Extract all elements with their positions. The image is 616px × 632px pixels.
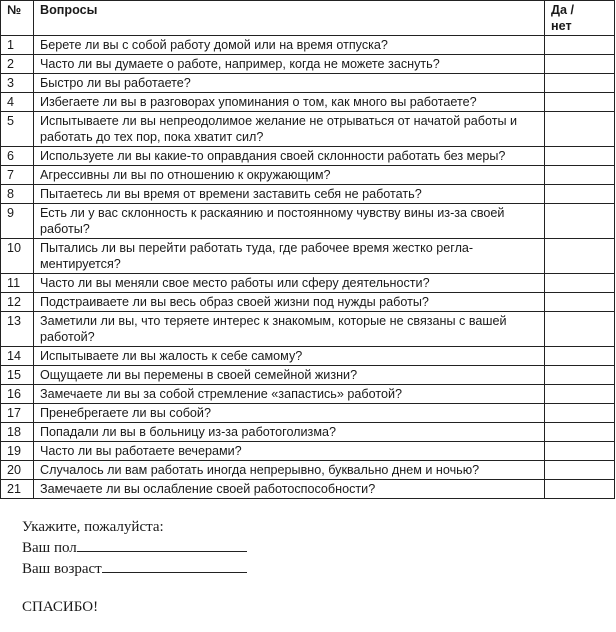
row-number: 2 <box>1 55 34 74</box>
table-row <box>1 347 615 366</box>
row-answer-cell[interactable] <box>545 74 615 93</box>
footer <box>22 517 616 617</box>
row-number: 15 <box>1 366 34 385</box>
table-row <box>1 204 615 239</box>
row-question: Ощущаете ли вы перемены в своей семейной жизни? <box>34 366 545 385</box>
header-question: Вопросы <box>34 1 545 36</box>
row-number: 18 <box>1 423 34 442</box>
row-answer-cell[interactable] <box>545 112 615 147</box>
row-question: Случалось ли вам работать иногда непрерывно, буквально днем и ночью? <box>34 461 545 480</box>
row-number: 10 <box>1 239 34 274</box>
table-row <box>1 461 615 480</box>
row-question: Испытываете ли вы жалость к себе самому? <box>34 347 545 366</box>
row-number: 6 <box>1 147 34 166</box>
age-label: Ваш возраст <box>22 561 102 577</box>
row-question: Используете ли вы какие-то оправдания своей склонности работать без меры? <box>34 147 545 166</box>
row-question: Пренебрегаете ли вы собой? <box>34 404 545 423</box>
row-question: Замечаете ли вы ослабление своей работоспособности? <box>34 480 545 499</box>
row-answer-cell[interactable] <box>545 36 615 55</box>
row-answer-cell[interactable] <box>545 55 615 74</box>
header-row <box>1 1 615 36</box>
table-row <box>1 147 615 166</box>
table-row <box>1 55 615 74</box>
row-question: Берете ли вы с собой работу домой или на время отпуска? <box>34 36 545 55</box>
row-number: 17 <box>1 404 34 423</box>
gender-label: Ваш пол <box>22 540 77 556</box>
row-question: Агрессивны ли вы по отношению к окружающим? <box>34 166 545 185</box>
row-number: 1 <box>1 36 34 55</box>
row-question: Пытаетесь ли вы время от времени заставить себя не работать? <box>34 185 545 204</box>
header-num: № <box>1 1 34 36</box>
table-row <box>1 36 615 55</box>
row-number: 12 <box>1 293 34 312</box>
table-row <box>1 293 615 312</box>
row-number: 7 <box>1 166 34 185</box>
table-row <box>1 312 615 347</box>
age-field[interactable] <box>22 558 616 579</box>
row-number: 4 <box>1 93 34 112</box>
row-number: 11 <box>1 274 34 293</box>
row-question: Быстро ли вы работаете? <box>34 74 545 93</box>
row-number: 20 <box>1 461 34 480</box>
row-answer-cell[interactable] <box>545 204 615 239</box>
row-number: 21 <box>1 480 34 499</box>
row-answer-cell[interactable] <box>545 293 615 312</box>
row-question: Часто ли вы меняли свое место работы или сферу деятельности? <box>34 274 545 293</box>
row-answer-cell[interactable] <box>545 93 615 112</box>
table-row <box>1 385 615 404</box>
gender-input-line[interactable] <box>77 537 247 552</box>
row-number: 16 <box>1 385 34 404</box>
table-row <box>1 185 615 204</box>
table-row <box>1 404 615 423</box>
table-row <box>1 239 615 274</box>
row-answer-cell[interactable] <box>545 312 615 347</box>
gender-field[interactable] <box>22 537 616 558</box>
row-number: 3 <box>1 74 34 93</box>
row-number: 8 <box>1 185 34 204</box>
row-question: Часто ли вы работаете вечерами? <box>34 442 545 461</box>
row-answer-cell[interactable] <box>545 166 615 185</box>
row-question: Есть ли у вас склонность к раскаянию и постоянному чувству вины из-за своей работы? <box>34 204 545 239</box>
row-answer-cell[interactable] <box>545 480 615 499</box>
table-row <box>1 112 615 147</box>
row-answer-cell[interactable] <box>545 239 615 274</box>
row-answer-cell[interactable] <box>545 461 615 480</box>
row-answer-cell[interactable] <box>545 385 615 404</box>
row-answer-cell[interactable] <box>545 185 615 204</box>
row-number: 9 <box>1 204 34 239</box>
row-answer-cell[interactable] <box>545 423 615 442</box>
row-question: Подстраиваете ли вы весь образ своей жизни под нужды работы? <box>34 293 545 312</box>
age-input-line[interactable] <box>102 558 247 573</box>
thanks-text: СПАСИБО! <box>22 599 99 615</box>
row-number: 14 <box>1 347 34 366</box>
row-question: Попадали ли вы в больницу из-за работоголизма? <box>34 423 545 442</box>
table-row <box>1 274 615 293</box>
table-row <box>1 442 615 461</box>
row-question: Испытываете ли вы непреодолимое желание не отрываться от начатой работы и работать до тех пор, пока хватит сил? <box>34 112 545 147</box>
table-row <box>1 166 615 185</box>
row-question: Заметили ли вы, что теряете интерес к знакомым, которые не связаны с вашей работой? <box>34 312 545 347</box>
footer-prompt: Укажите, пожалуйста: <box>22 519 164 535</box>
row-answer-cell[interactable] <box>545 274 615 293</box>
header-answer-label: Да / нет <box>551 3 574 33</box>
table-row <box>1 480 615 499</box>
row-answer-cell[interactable] <box>545 366 615 385</box>
row-answer-cell[interactable] <box>545 404 615 423</box>
row-question: Часто ли вы думаете о работе, например, когда не можете заснуть? <box>34 55 545 74</box>
table-row <box>1 366 615 385</box>
row-question: Избегаете ли вы в разговорах упоминания о том, как много вы работаете? <box>34 93 545 112</box>
row-question: Пытались ли вы перейти работать туда, где рабочее время жестко регла-ментируется? <box>34 239 545 274</box>
header-answer <box>545 1 615 36</box>
row-question: Замечаете ли вы за собой стремление «запастись» работой? <box>34 385 545 404</box>
row-answer-cell[interactable] <box>545 147 615 166</box>
row-number: 13 <box>1 312 34 347</box>
row-answer-cell[interactable] <box>545 347 615 366</box>
row-answer-cell[interactable] <box>545 442 615 461</box>
row-number: 5 <box>1 112 34 147</box>
row-number: 19 <box>1 442 34 461</box>
table-row <box>1 93 615 112</box>
table-row <box>1 423 615 442</box>
table-row <box>1 74 615 93</box>
